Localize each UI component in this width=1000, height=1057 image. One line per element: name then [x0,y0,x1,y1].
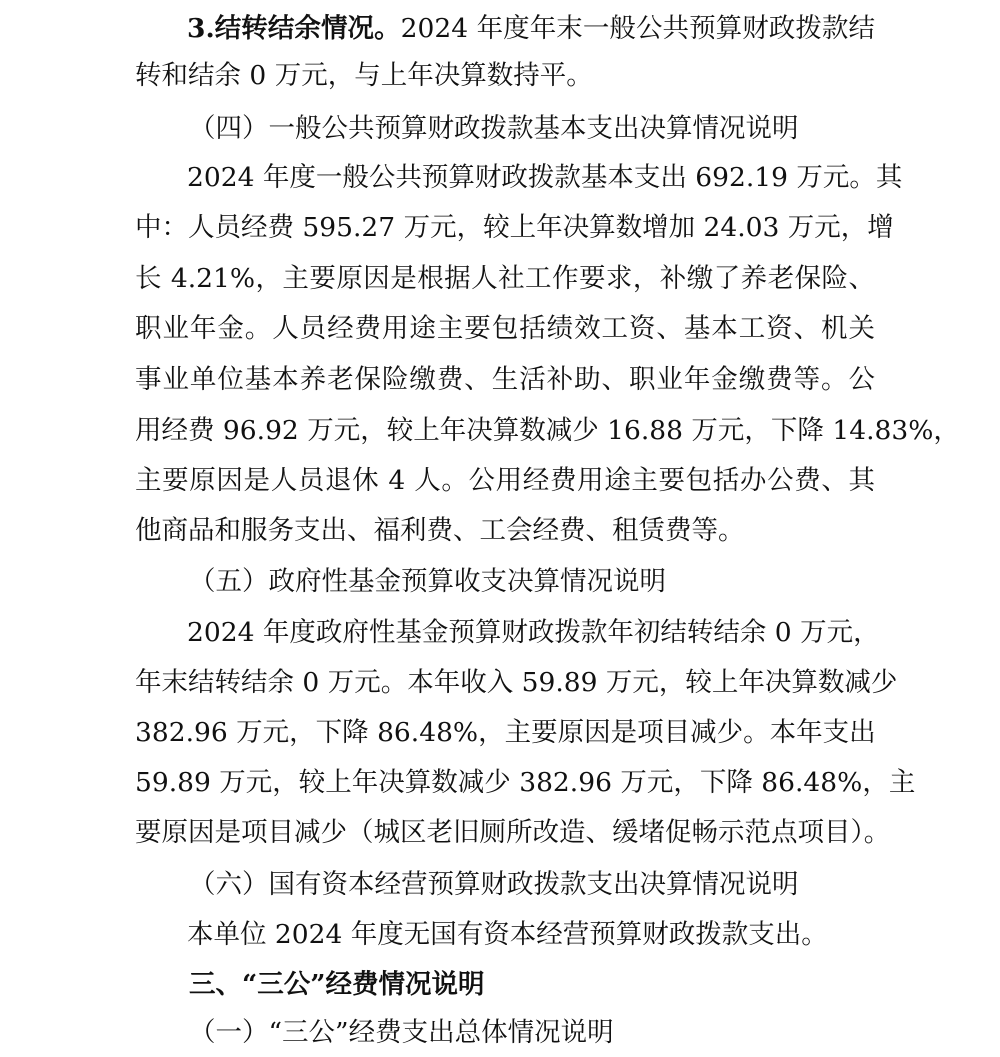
paragraph-fund-budget-line: 年末结转结余 0 万元。本年收入 59.89 万元，较上年决算数减少 [135,667,898,698]
chapter-heading-three-public-expenses: 三、“三公”经费情况说明 [189,969,485,1000]
paragraph-basic-expenditure-line: 职业年金。人员经费用途主要包括绩效工资、基本工资、机关 [135,313,875,344]
paragraph-fund-budget-line: 要原因是项目减少（城区老旧厕所改造、缓堵促畅示范点项目）。 [135,817,891,848]
section-heading-6: （六）国有资本经营预算财政拨款支出决算情况说明 [189,869,799,900]
carryover-lead: 3.结转结余情况。 [187,13,401,44]
section-heading-5: （五）政府性基金预算收支决算情况说明 [189,566,666,597]
paragraph-basic-expenditure-line: 主要原因是人员退休 4 人。公用经费用途主要包括办公费、其 [135,465,875,496]
subsection-heading-three-public-overall: （一）“三公”经费支出总体情况说明 [189,1017,614,1048]
paragraph-state-capital: 本单位 2024 年度无国有资本经营预算财政拨款支出。 [187,919,828,950]
paragraph-basic-expenditure-line: 2024 年度一般公共预算财政拨款基本支出 692.19 万元。其 [187,162,903,193]
paragraph-basic-expenditure-line: 长 4.21%，主要原因是根据人社工作要求，补缴了养老保险、 [135,263,875,294]
paragraph-basic-expenditure-line: 他商品和服务支出、福利费、工会经费、租赁费等。 [135,515,745,546]
carryover-text: 2024 年度年末一般公共预算财政拨款结 [400,13,875,44]
paragraph-basic-expenditure-line: 用经费 96.92 万元，较上年决算数减少 16.88 万元，下降 14.83%， [135,415,960,446]
paragraph-carryover-line-1 [187,9,875,49]
paragraph-fund-budget-line: 2024 年度政府性基金预算财政拨款年初结转结余 0 万元， [187,617,880,648]
paragraph-basic-expenditure-line: 事业单位基本养老保险缴费、生活补助、职业年金缴费等。公 [135,364,875,395]
paragraph-fund-budget-line: 382.96 万元，下降 86.48%，主要原因是项目减少。本年支出 [135,717,876,748]
paragraph-carryover-line-2: 转和结余 0 万元，与上年决算数持平。 [135,60,593,91]
paragraph-fund-budget-line: 59.89 万元，较上年决算数减少 382.96 万元，下降 86.48%，主 [135,767,916,798]
section-heading-4: （四）一般公共预算财政拨款基本支出决算情况说明 [189,113,799,144]
paragraph-basic-expenditure-line: 中：人员经费 595.27 万元，较上年决算数增加 24.03 万元，增 [135,212,894,243]
